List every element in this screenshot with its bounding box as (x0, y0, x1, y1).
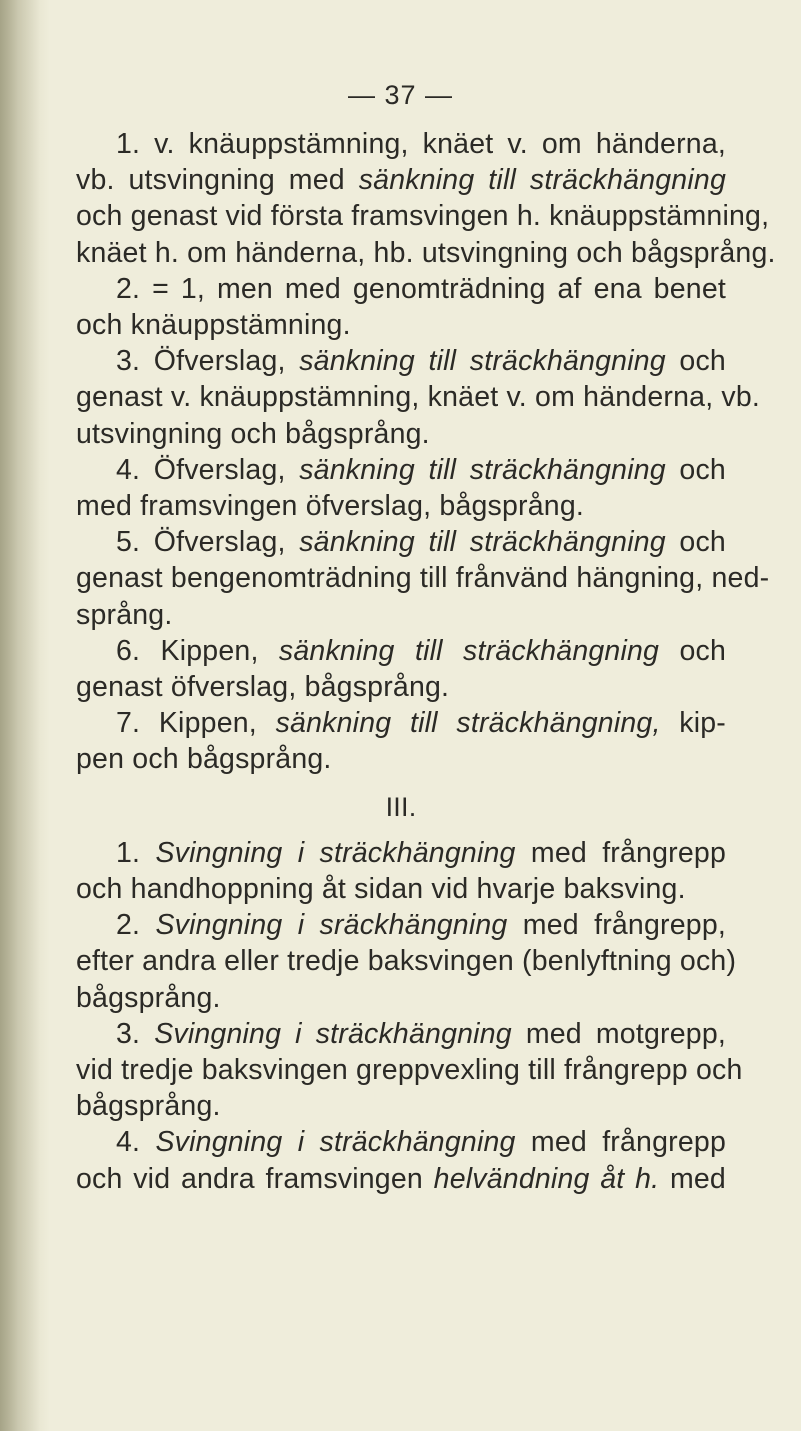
section-heading: III. (385, 791, 417, 822)
text-line: och genast vid första framsvingen h. knäuppstämning, (76, 200, 770, 233)
exercise-item (76, 271, 726, 343)
text-line: knäet h. om händerna, hb. utsvingning och bågsprång. (76, 236, 776, 269)
text-line: genast v. knäuppstämning, knäet v. om händerna, vb. (76, 381, 761, 414)
text-line: 2. Svingning i sräckhängning med frångrepp, (116, 909, 726, 942)
italic-phrase: helvändning åt h. (433, 1162, 660, 1195)
text-line: pen och bågsprång. (76, 743, 332, 776)
text-line: genast öfverslag, bågsprång. (76, 671, 450, 704)
italic-phrase: sänkning till sträckhängning (299, 453, 666, 486)
text-line: 3. Öfverslag, sänkning till sträckhängning och (116, 345, 726, 378)
page-edge-shadow (0, 0, 40, 1431)
exercise-list (76, 126, 776, 778)
text-line: 3. Svingning i sträckhängning med motgrepp, (116, 1017, 726, 1050)
page-number: — 37 — (347, 80, 454, 110)
text-line: genast bengenomträdning till frånvänd hängning, ned- (76, 562, 770, 595)
text-line: 7. Kippen, sänkning till sträckhängning, kip- (116, 707, 727, 740)
text-line: med framsvingen öfverslag, bågsprång. (76, 490, 585, 523)
italic-phrase: Svingning i sträckhängning (154, 1017, 512, 1050)
exercise-list (76, 835, 743, 1197)
text-line: 1. v. knäuppstämning, knäet v. om händerna, (116, 128, 726, 160)
text-line: 2. = 1, men med genomträdning af ena benet (116, 272, 726, 305)
exercise-item (76, 907, 737, 1016)
italic-phrase: sänkning till sträckhängning, (275, 707, 661, 740)
text-line: 4. Svingning i sträckhängning med frångrepp (116, 1126, 726, 1159)
exercise-item (76, 1124, 726, 1196)
text-line: 1. Svingning i sträckhängning med frångrepp (116, 836, 726, 869)
exercise-item (76, 835, 726, 907)
text-line: efter andra eller tredje baksvingen (benlyftning och) (76, 945, 737, 978)
text-line: vb. utsvingning med sänkning till sträckhängning (76, 164, 726, 197)
italic-phrase: Svingning i sträckhängning (155, 1126, 516, 1159)
exercise-item (76, 705, 726, 777)
page-body (76, 126, 776, 1197)
exercise-item (76, 343, 761, 452)
italic-phrase: Svingning i sräckhängning (155, 909, 508, 942)
text-line: 4. Öfverslag, sänkning till sträckhängning och (116, 453, 726, 486)
text-line: 6. Kippen, sänkning till sträckhängning och (116, 634, 727, 667)
exercise-item (76, 524, 770, 633)
italic-phrase: Svingning i sträckhängning (155, 836, 516, 869)
exercise-item (76, 452, 726, 524)
italic-phrase: sänkning till sträckhängning (358, 164, 726, 197)
exercise-item (76, 1016, 743, 1125)
exercise-item (76, 126, 776, 271)
text-line: bågsprång. (76, 1090, 221, 1123)
text-line: och knäuppstämning. (76, 309, 351, 342)
text-line: bågsprång. (76, 981, 221, 1014)
text-line: och vid andra framsvingen helvändning åt h. med (76, 1162, 726, 1195)
text-line: och handhoppning åt sidan vid hvarje baksving. (76, 873, 686, 906)
exercise-item (76, 633, 726, 705)
text-line: utsvingning och bågsprång. (76, 417, 430, 450)
italic-phrase: sänkning till sträckhängning (299, 345, 666, 378)
text-line: språng. (76, 598, 173, 631)
text-line: 5. Öfverslag, sänkning till sträckhängning och (116, 526, 726, 559)
text-line: vid tredje baksvingen greppvexling till frångrepp och (76, 1054, 743, 1087)
italic-phrase: sänkning till sträckhängning (278, 634, 660, 667)
italic-phrase: sänkning till sträckhängning (299, 526, 666, 559)
